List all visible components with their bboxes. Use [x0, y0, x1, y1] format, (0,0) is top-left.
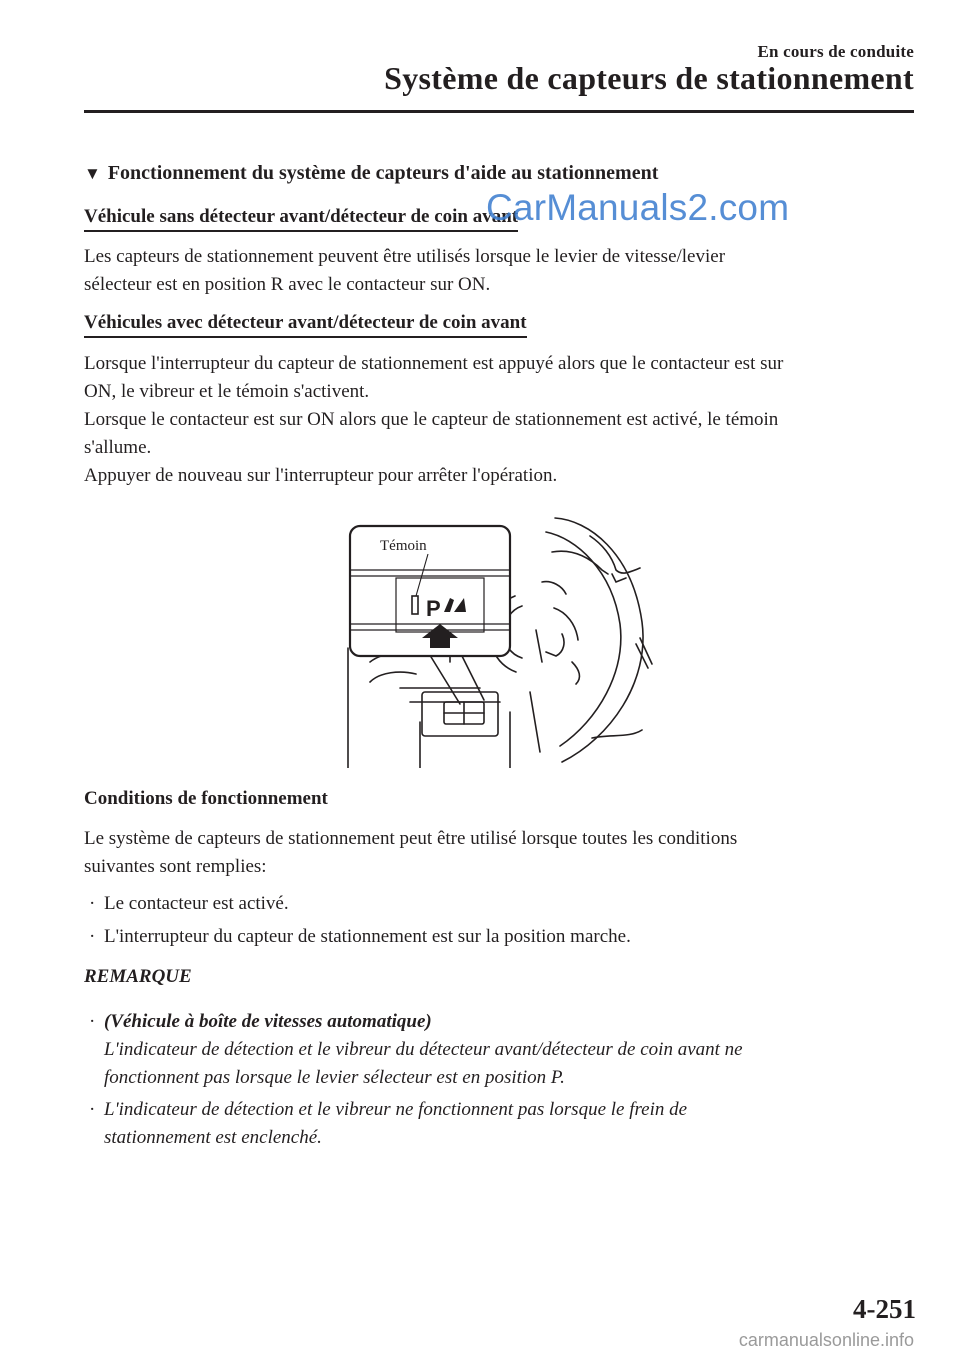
callout-label-temoin: Témoin — [380, 538, 427, 554]
section-title-text: Fonctionnement du système de capteurs d'aide au stationnement — [107, 162, 659, 184]
header-divider — [84, 110, 914, 113]
page-title: Système de capteurs de stationnement — [384, 60, 914, 96]
remarque-line: stationnement est enclenché. — [104, 1127, 322, 1148]
bullet-dot-icon: · — [89, 893, 96, 914]
dashboard-drawing — [340, 512, 670, 768]
list-item — [84, 890, 924, 918]
conditions-title: Conditions de fonctionnement — [84, 788, 328, 809]
parking-sensor-switch-illustration — [340, 512, 670, 768]
bullet-dot-icon: · — [89, 1099, 96, 1120]
list-item-text: L'interrupteur du capteur de stationnement est sur la position marche. — [104, 926, 631, 947]
subsection-body-no-front-sensor — [84, 243, 924, 299]
body-line: sélecteur est en position R avec le contacteur sur ON. — [84, 274, 491, 295]
remarque-item-lead: (Véhicule à boîte de vitesses automatique) — [104, 1011, 432, 1032]
body-line: ON, le vibreur et le témoin s'activent. — [84, 381, 370, 402]
body-line: Appuyer de nouveau sur l'interrupteur pour arrêter l'opération. — [84, 465, 558, 486]
remarque-line: fonctionnent pas lorsque le levier sélecteur est en position P. — [104, 1067, 565, 1088]
footer-watermark: carmanualsonline.info — [738, 1330, 914, 1350]
remarque-item — [84, 1008, 884, 1092]
conditions-list — [84, 890, 924, 956]
section-marker-icon: ▼ — [84, 164, 101, 183]
remarque-line: L'indicateur de détection et le vibreur ne fonctionnent pas lorsque le frein de — [104, 1099, 688, 1120]
body-line: Lorsque le contacteur est sur ON alors que le capteur de stationnement est activé, le témoin — [84, 409, 779, 430]
remarque-item — [84, 1096, 884, 1152]
list-item — [84, 923, 924, 951]
body-line: suivantes sont remplies: — [84, 856, 267, 877]
watermark-logo: CarManuals2.com — [486, 187, 790, 228]
page-number: 4-251 — [853, 1294, 916, 1324]
list-item-text: Le contacteur est activé. — [104, 893, 289, 914]
body-line: s'allume. — [84, 437, 152, 458]
body-line: Les capteurs de stationnement peuvent être utilisés lorsque le levier de vitesse/levier — [84, 246, 726, 267]
subsection-title-with-front-sensor: Véhicules avec détecteur avant/détecteur de coin avant — [84, 312, 527, 338]
subsection-title-no-front-sensor: Véhicule sans détecteur avant/détecteur de coin avant — [84, 206, 518, 232]
subsection-body-with-front-sensor — [84, 350, 924, 490]
remarque-title: REMARQUE — [84, 966, 192, 987]
button-letter: P — [426, 596, 441, 621]
section-title — [84, 162, 658, 185]
remarque-line: L'indicateur de détection et le vibreur du détecteur avant/détecteur de coin avant ne — [104, 1039, 743, 1060]
remarque-list — [84, 1008, 884, 1156]
bullet-dot-icon: · — [89, 1011, 96, 1032]
body-line: Lorsque l'interrupteur du capteur de stationnement est appuyé alors que le contacteur est sur — [84, 353, 784, 374]
conditions-intro — [84, 825, 924, 881]
chapter-label: En cours de conduite — [757, 42, 914, 61]
bullet-dot-icon: · — [89, 926, 96, 947]
body-line: Le système de capteurs de stationnement peut être utilisé lorsque toutes les conditions — [84, 828, 738, 849]
